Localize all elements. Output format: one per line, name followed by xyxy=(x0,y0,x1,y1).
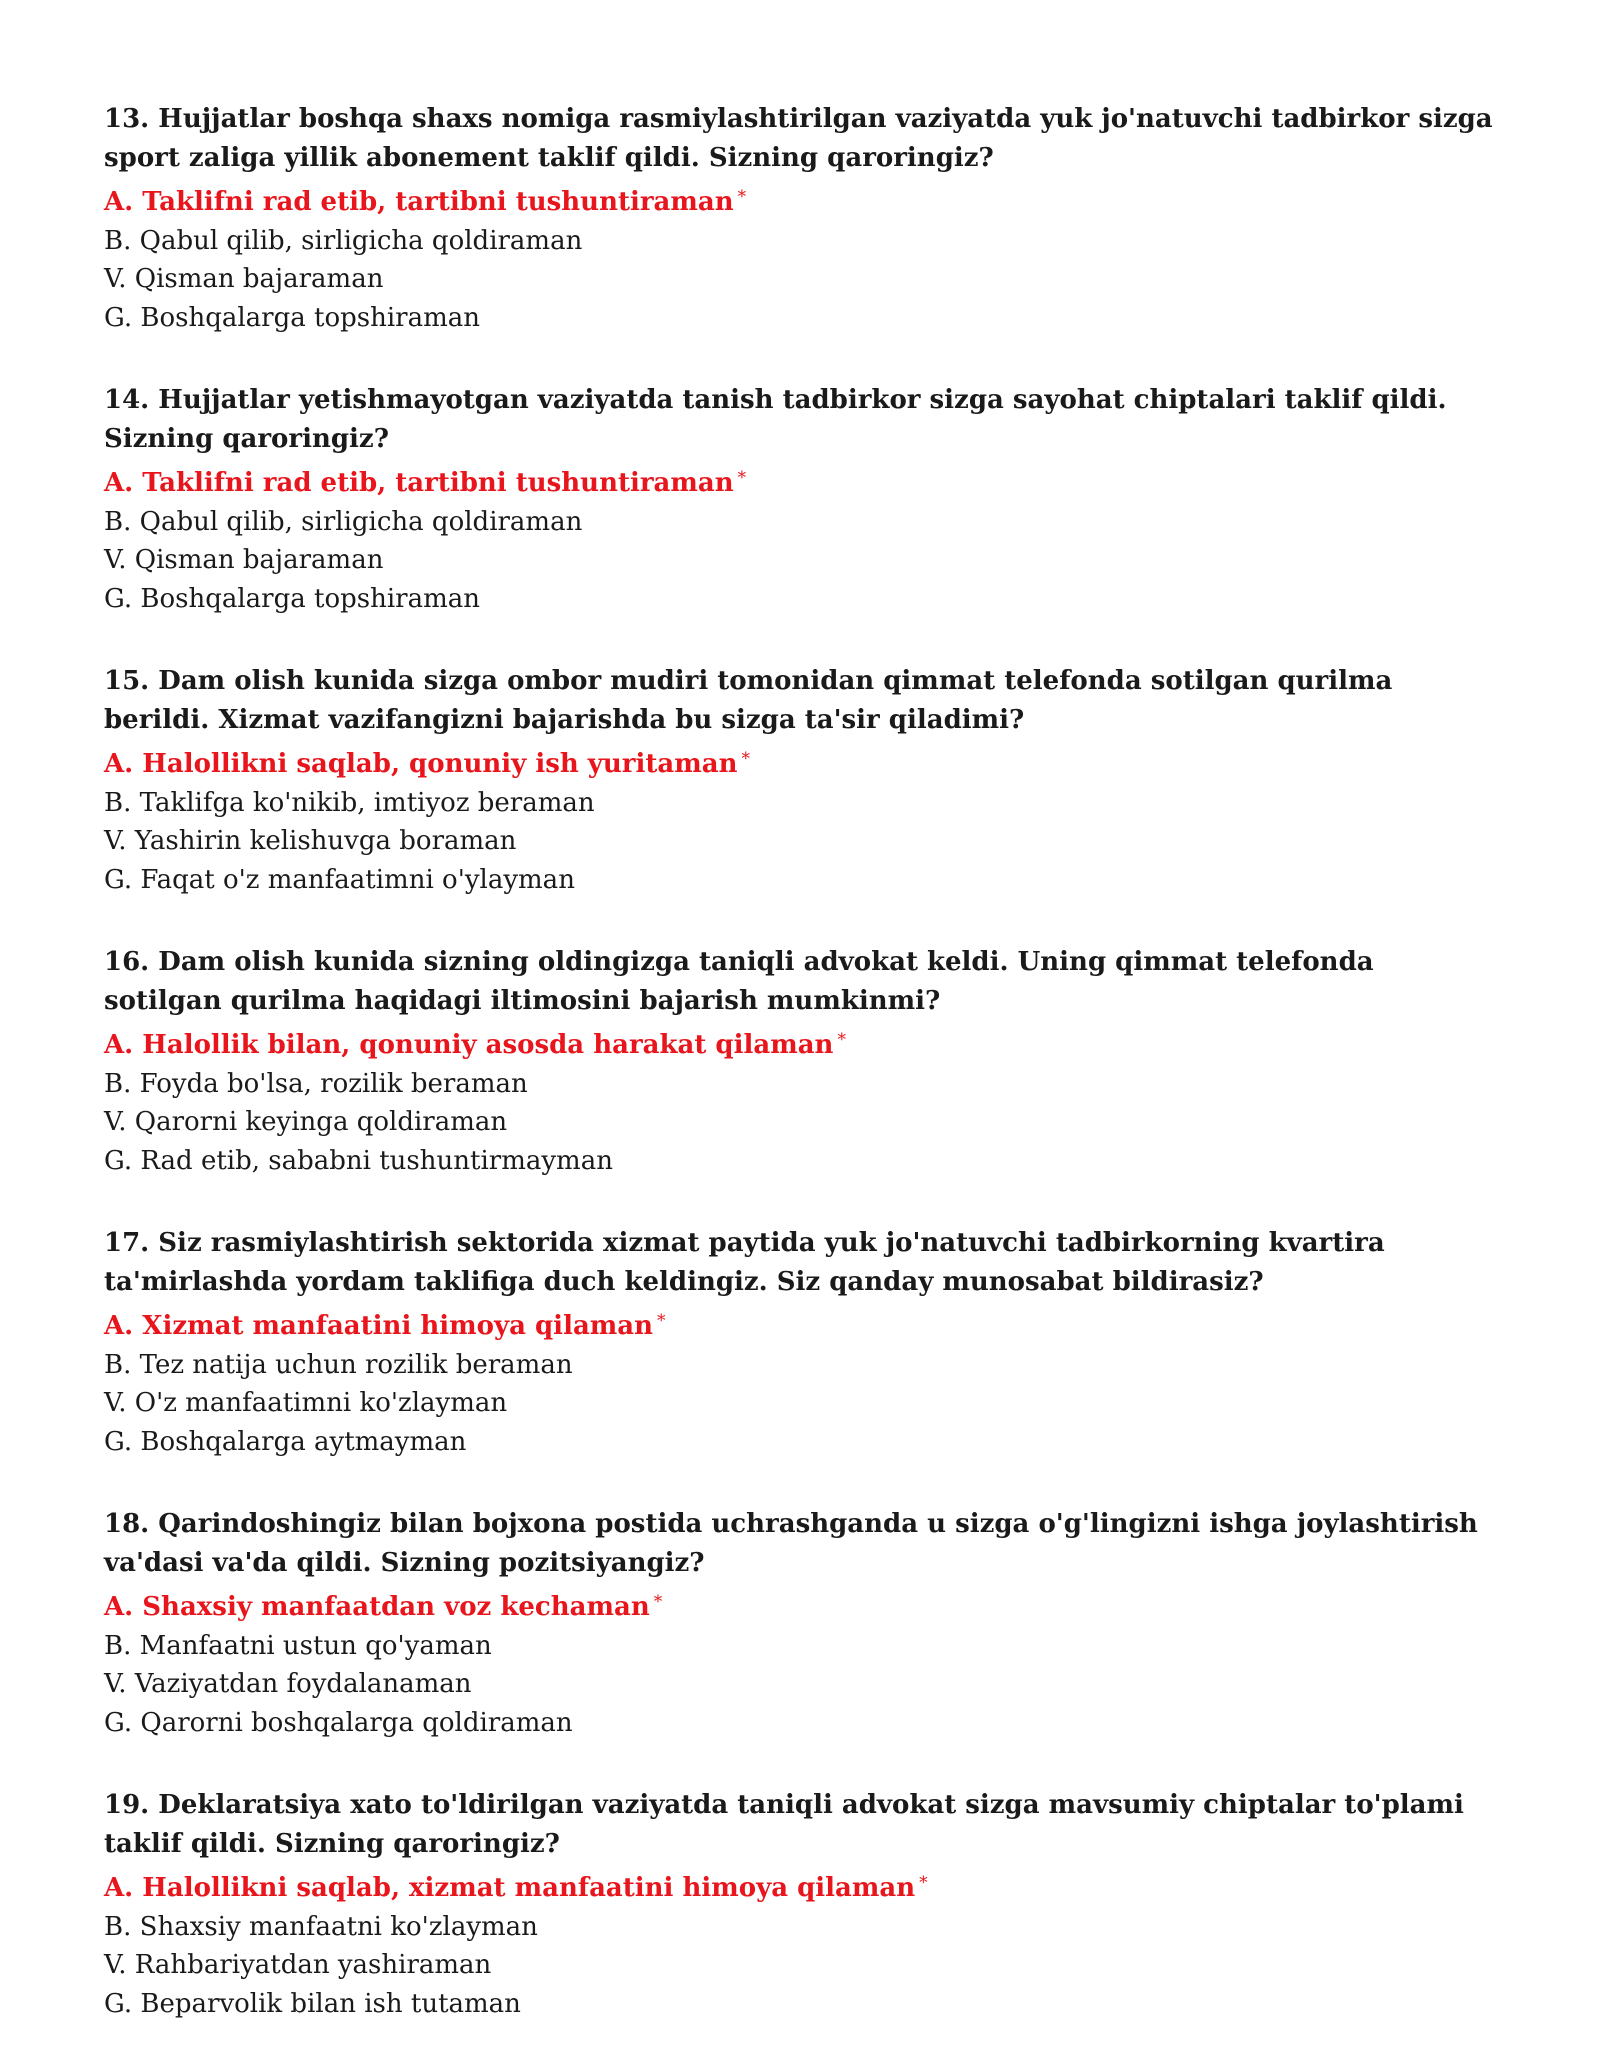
question-text: 19. Deklaratsiya xato to'ldirilgan vaziyatda taniqli advokat sizga mavsumiy chiptalar to'plami taklif qildi. Sizning qaroringiz? xyxy=(104,1790,1464,1859)
question-19 xyxy=(104,1786,1500,2023)
option-g: G. Beparvolik bilan ish tutaman xyxy=(104,1988,521,2019)
option-text: A. Taklifni rad etib, tartibni tushuntiraman xyxy=(104,468,734,498)
question-text: 15. Dam olish kunida sizga ombor mudiri tomonidan qimmat telefonda sotilgan qurilma berildi. Xizmat vazifangizni bajarishda bu sizga ta'sir qiladimi? xyxy=(104,666,1393,735)
option-v: V. Qisman bajaraman xyxy=(104,545,384,575)
correct-marker: * xyxy=(653,1592,663,1612)
option-v: V. Yashirin kelishuvga boraman xyxy=(104,826,517,856)
option-g: G. Boshqalarga topshiraman xyxy=(104,302,480,333)
correct-marker: * xyxy=(837,1030,846,1050)
option-a-correct xyxy=(104,1583,1500,1627)
option-b: B. Manfaatni ustun qo'yaman xyxy=(104,1630,492,1661)
question-15 xyxy=(104,662,1500,899)
option-v: V. Rahbariyatdan yashiraman xyxy=(104,1950,492,1980)
option-text: A. Taklifni rad etib, tartibni tushuntiraman xyxy=(104,187,734,217)
option-v: V. Qisman bajaraman xyxy=(104,264,384,294)
question-text: 16. Dam olish kunida sizning oldingizga taniqli advokat keldi. Uning qimmat telefonda sotilgan qurilma haqidagi iltimosini bajarish mumkinmi? xyxy=(104,947,1374,1016)
option-text: A. Halollikni saqlab, qonuniy ish yuritaman xyxy=(104,749,738,779)
option-v: V. Qarorni keyinga qoldiraman xyxy=(104,1107,508,1137)
option-text: A. Halollik bilan, qonuniy asosda harakat qilaman xyxy=(104,1030,834,1060)
correct-marker: * xyxy=(737,187,747,207)
question-14 xyxy=(104,381,1500,618)
correct-marker: * xyxy=(919,1873,928,1893)
correct-marker: * xyxy=(657,1311,666,1331)
option-g: G. Rad etib, sababni tushuntirmayman xyxy=(104,1145,613,1176)
option-b: B. Shaxsiy manfaatni ko'zlayman xyxy=(104,1911,538,1942)
question-text: 14. Hujjatlar yetishmayotgan vaziyatda tanish tadbirkor sizga sayohat chiptalari taklif qildi. Sizning qaroringiz? xyxy=(104,385,1447,454)
option-a-correct xyxy=(104,459,1500,503)
option-b: B. Tez natija uchun rozilik beraman xyxy=(104,1349,573,1380)
option-a-correct xyxy=(104,740,1500,784)
option-g: G. Boshqalarga aytmayman xyxy=(104,1426,467,1457)
option-text: A. Shaxsiy manfaatdan voz kechaman xyxy=(104,1592,650,1622)
option-a-correct xyxy=(104,1302,1500,1346)
option-text: A. Xizmat manfaatini himoya qilaman xyxy=(104,1311,654,1341)
option-g: G. Qarorni boshqalarga qoldiraman xyxy=(104,1707,573,1738)
question-17 xyxy=(104,1224,1500,1461)
question-text: 13. Hujjatlar boshqa shaxs nomiga rasmiylashtirilgan vaziyatda yuk jo'natuvchi tadbirkor sizga sport zaliga yillik abonement taklif qildi. Sizning qaroringiz? xyxy=(104,104,1493,173)
option-a-correct xyxy=(104,1021,1500,1065)
option-g: G. Faqat o'z manfaatimni o'ylayman xyxy=(104,864,575,895)
option-a-correct xyxy=(104,178,1500,222)
option-v: V. O'z manfaatimni ko'zlayman xyxy=(104,1388,508,1418)
question-13 xyxy=(104,100,1500,337)
option-b: B. Qabul qilib, sirligicha qoldiraman xyxy=(104,225,583,256)
question-text: 17. Siz rasmiylashtirish sektorida xizmat paytida yuk jo'natuvchi tadbirkorning kvartira ta'mirlashda yordam taklifiga duch keldingiz. Siz qanday munosabat bildirasiz? xyxy=(104,1228,1385,1297)
option-g: G. Boshqalarga topshiraman xyxy=(104,583,480,614)
correct-marker: * xyxy=(741,749,750,769)
question-16 xyxy=(104,943,1500,1180)
option-b: B. Taklifga ko'nikib, imtiyoz beraman xyxy=(104,787,595,818)
question-text: 18. Qarindoshingiz bilan bojxona postida uchrashganda u sizga o'g'lingizni ishga joylashtirish va'dasi va'da qildi. Sizning pozitsiyangiz? xyxy=(104,1509,1478,1578)
option-b: B. Qabul qilib, sirligicha qoldiraman xyxy=(104,506,583,537)
correct-marker: * xyxy=(737,468,747,488)
option-v: V. Vaziyatdan foydalanaman xyxy=(104,1669,472,1699)
option-a-correct xyxy=(104,1864,1500,1908)
option-text: A. Halollikni saqlab, xizmat manfaatini himoya qilaman xyxy=(104,1873,916,1903)
option-b: B. Foyda bo'lsa, rozilik beraman xyxy=(104,1068,528,1099)
question-18 xyxy=(104,1505,1500,1742)
